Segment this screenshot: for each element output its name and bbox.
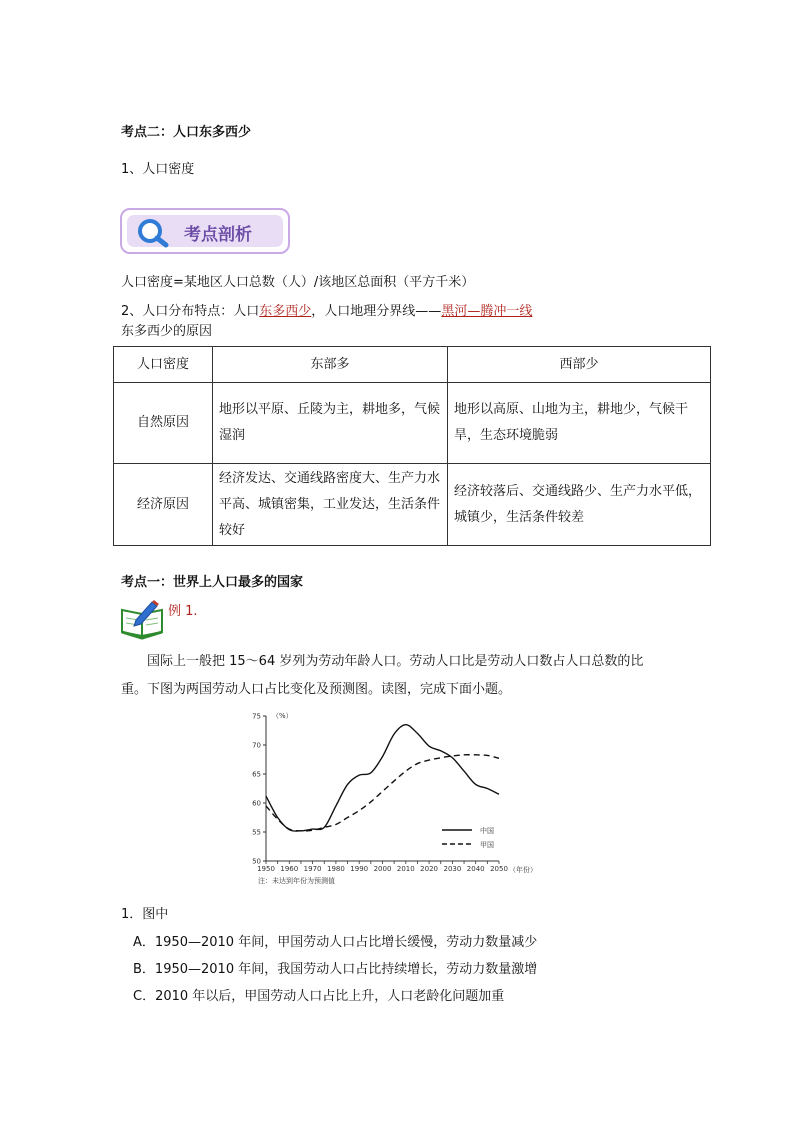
x-tick-label: 2010 (396, 865, 415, 873)
row-label: 自然原因 (114, 383, 213, 464)
table-header-row (114, 347, 711, 383)
question-1-stem: 1．图中 (121, 907, 169, 922)
y-axis-label: （%） (272, 712, 293, 720)
x-tick-label: 2020 (420, 865, 439, 873)
table-header-cell: 人口密度 (114, 347, 213, 383)
x-tick-label: 2000 (373, 865, 392, 873)
chart-axes (266, 716, 499, 861)
chart-note: 注：未达到年份为预测值 (258, 877, 335, 885)
magnifier-icon (134, 216, 174, 248)
table-row (114, 464, 711, 546)
distribution-line: 2、人口分布特点：人口东多西少，人口地理分界线——黑河—腾冲一线 (121, 304, 533, 319)
section1-title: 考点一：世界上人口最多的国家 (121, 575, 304, 590)
x-tick-label: 1990 (350, 865, 369, 873)
x-tick-label: 1980 (326, 865, 345, 873)
table-row (114, 383, 711, 464)
y-tick-label: 65 (252, 770, 261, 779)
book-pencil-icon (118, 598, 168, 640)
legend-label-jia: 甲国 (480, 841, 494, 849)
option-a[interactable]: A．1950—2010 年间，甲国劳动人口占比增长缓慢，劳动力数量减少 (133, 935, 538, 950)
x-tick-label: 2050 (490, 865, 508, 873)
chart-legend (442, 826, 494, 849)
row-label: 经济原因 (114, 464, 213, 546)
table-header-cell: 东部多 (213, 347, 448, 383)
option-c[interactable]: C．2010 年以后，甲国劳动人口占比上升，人口老龄化问题加重 (133, 989, 505, 1004)
x-tick-label: 1950 (257, 865, 275, 873)
section2-title: 考点二：人口东多西少 (121, 125, 252, 140)
west-cell: 地形以高原、山地为主，耕地少，气候干旱，生态环境脆弱 (448, 383, 711, 464)
east-cell: 地形以平原、丘陵为主，耕地多，气候湿润 (213, 383, 448, 464)
east-more-west-less: 东多西少 (259, 304, 312, 319)
west-cell: 经济较落后、交通线路少、生产力水平低，城镇少，生活条件较差 (448, 464, 711, 546)
example-label: 例 1. (168, 604, 198, 619)
east-cell: 经济发达、交通线路密度大、生产力水平高、城镇密集，工业发达，生活条件较好 (213, 464, 448, 546)
intro-line-2: 重。下图为两国劳动人口占比变化及预测图。读图，完成下面小题。 (121, 682, 512, 697)
badge-label: 考点剖析 (184, 225, 252, 245)
x-tick-label: 2040 (466, 865, 485, 873)
analysis-badge (120, 208, 290, 254)
y-tick-label: 55 (252, 828, 261, 837)
x-tick-label: 1970 (303, 865, 322, 873)
y-tick-label: 70 (252, 741, 261, 750)
reasons-title: 东多西少的原因 (121, 324, 213, 339)
series-line-china (266, 725, 499, 831)
legend-label-china: 中国 (480, 827, 494, 835)
intro-line-1: 国际上一般把 15～64 岁列为劳动年龄人口。劳动人口比是劳动人口数占人口总数的比 (147, 654, 644, 669)
population-table (113, 346, 711, 546)
x-tick-label: 2030 (443, 865, 462, 873)
density-formula: 人口密度=某地区人口总数（人）/该地区总面积（平方千米） (121, 275, 475, 290)
labor-ratio-chart (240, 704, 560, 890)
item1-heading: 1、人口密度 (121, 162, 195, 177)
x-axis-label: （年份） (509, 866, 537, 874)
table-header-cell: 西部少 (448, 347, 711, 383)
series-line-jia (266, 755, 499, 831)
option-b[interactable]: B．1950—2010 年间，我国劳动人口占比持续增长，劳动力数量激增 (133, 962, 538, 977)
y-tick-label: 50 (252, 857, 261, 866)
heihe-tengchong-line: 黑河—腾冲一线 (441, 304, 533, 319)
y-tick-label: 75 (252, 712, 261, 721)
y-tick-label: 60 (252, 799, 261, 808)
x-tick-label: 1960 (280, 865, 299, 873)
